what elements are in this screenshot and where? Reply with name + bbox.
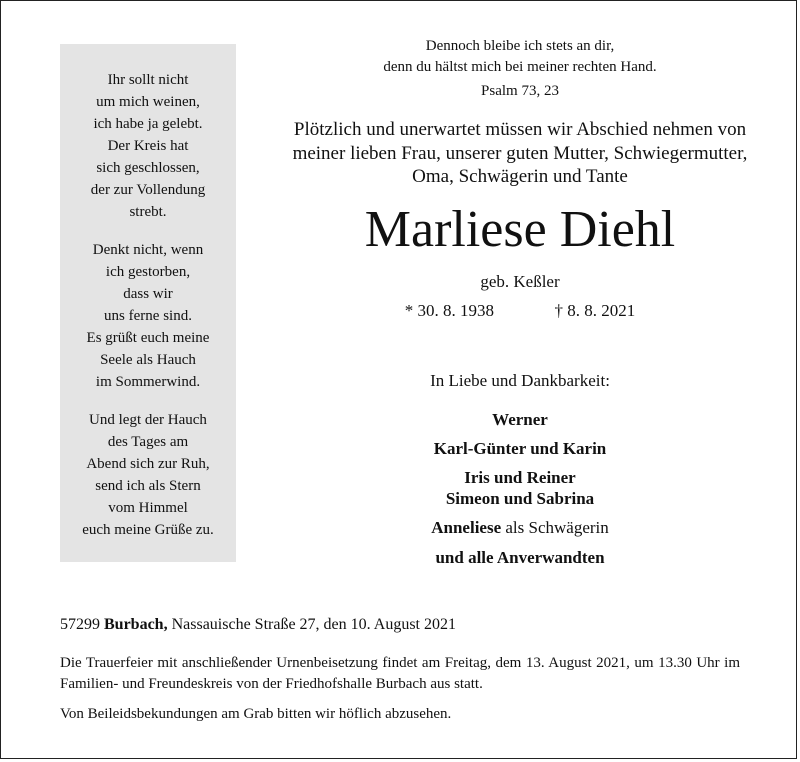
mourner-simeon: Simeon und Sabrina: [445, 489, 595, 508]
poem-line: strebt.: [129, 204, 167, 220]
poem-line: Ihr sollt nicht: [107, 72, 189, 88]
address-town: Burbach,: [104, 616, 168, 633]
poem-line: vom Himmel: [108, 500, 188, 516]
poem-line: Abend sich zur Ruh,: [86, 456, 210, 472]
poem-line: Der Kreis hat: [107, 138, 189, 154]
mourner-anneliese-name: Anneliese: [431, 518, 502, 537]
verse-line-1: Dennoch bleibe ich stets an dir,: [425, 38, 615, 54]
poem-line: sich geschlossen,: [96, 160, 200, 176]
deceased-name: Marliese Diehl: [364, 201, 676, 258]
intro-line-2: meiner lieben Frau, unserer guten Mutter, Schwiegermutter,: [292, 142, 748, 164]
intro-line-3: Oma, Schwägerin und Tante: [412, 166, 628, 187]
verse-line-2: denn du hältst mich bei meiner rechten Hand.: [383, 59, 657, 75]
poem-line: im Sommerwind.: [95, 374, 201, 390]
poem-line: Seele als Hauch: [100, 352, 196, 368]
poem-stanza-2: [60, 239, 236, 393]
poem-line: Und legt der Hauch: [89, 412, 207, 428]
verse-source: Psalm 73, 23: [481, 83, 559, 99]
poem-line: um mich weinen,: [96, 94, 200, 110]
bible-verse: [260, 36, 780, 102]
condolence-note: Von Beileidsbekundungen am Grab bitten wir höflich abzusehen.: [60, 706, 452, 722]
funeral-notice: Die Trauerfeier mit anschließender Urnenbeisetzung findet am Freitag, dem 13. August 2021, um 13.30 Uhr im Familien- und Freundeskreis von der Friedhofshalle Burbach aus statt.: [60, 655, 740, 692]
poem-stanza-1: [60, 69, 236, 223]
life-dates: [260, 301, 780, 321]
poem-line: euch meine Grüße zu.: [82, 522, 214, 538]
address-zip: 57299: [60, 616, 104, 633]
intro-line-1: Plötzlich und unerwartet müssen wir Abschied nehmen von: [293, 119, 747, 140]
address-rest: Nassauische Straße 27, den 10. August 2021: [167, 616, 456, 633]
address-line: [60, 614, 740, 635]
poem-line: dass wir: [123, 286, 173, 302]
mourner-relatives: und alle Anverwandten: [435, 548, 605, 567]
mourners-heading: In Liebe und Dankbarkeit:: [430, 371, 610, 390]
poem-line: Es grüßt euch meine: [86, 330, 210, 346]
birth-name: geb. Keßler: [480, 272, 560, 291]
mourner-anneliese-role: als Schwägerin: [501, 518, 609, 537]
mourner-iris: Iris und Reiner: [464, 468, 576, 487]
mourner-werner: Werner: [492, 410, 548, 429]
mourner-karl-guenter: Karl-Günter und Karin: [433, 439, 607, 458]
poem-stanza-3: [60, 409, 236, 541]
poem-line: send ich als Stern: [95, 478, 201, 494]
poem-line: ich habe ja gelebt.: [93, 116, 203, 132]
poem-line: Denkt nicht, wenn: [92, 242, 204, 258]
mourner-anneliese: [260, 517, 780, 539]
intro-text: [260, 118, 780, 189]
poem-line: des Tages am: [107, 434, 189, 450]
poem-line: der zur Vollendung: [90, 182, 206, 198]
birth-date: * 30. 8. 1938: [404, 301, 494, 320]
death-date: † 8. 8. 2021: [554, 301, 636, 320]
poem-line: ich gestorben,: [105, 264, 191, 280]
poem-line: uns ferne sind.: [104, 308, 192, 324]
poem-box: [60, 44, 236, 562]
